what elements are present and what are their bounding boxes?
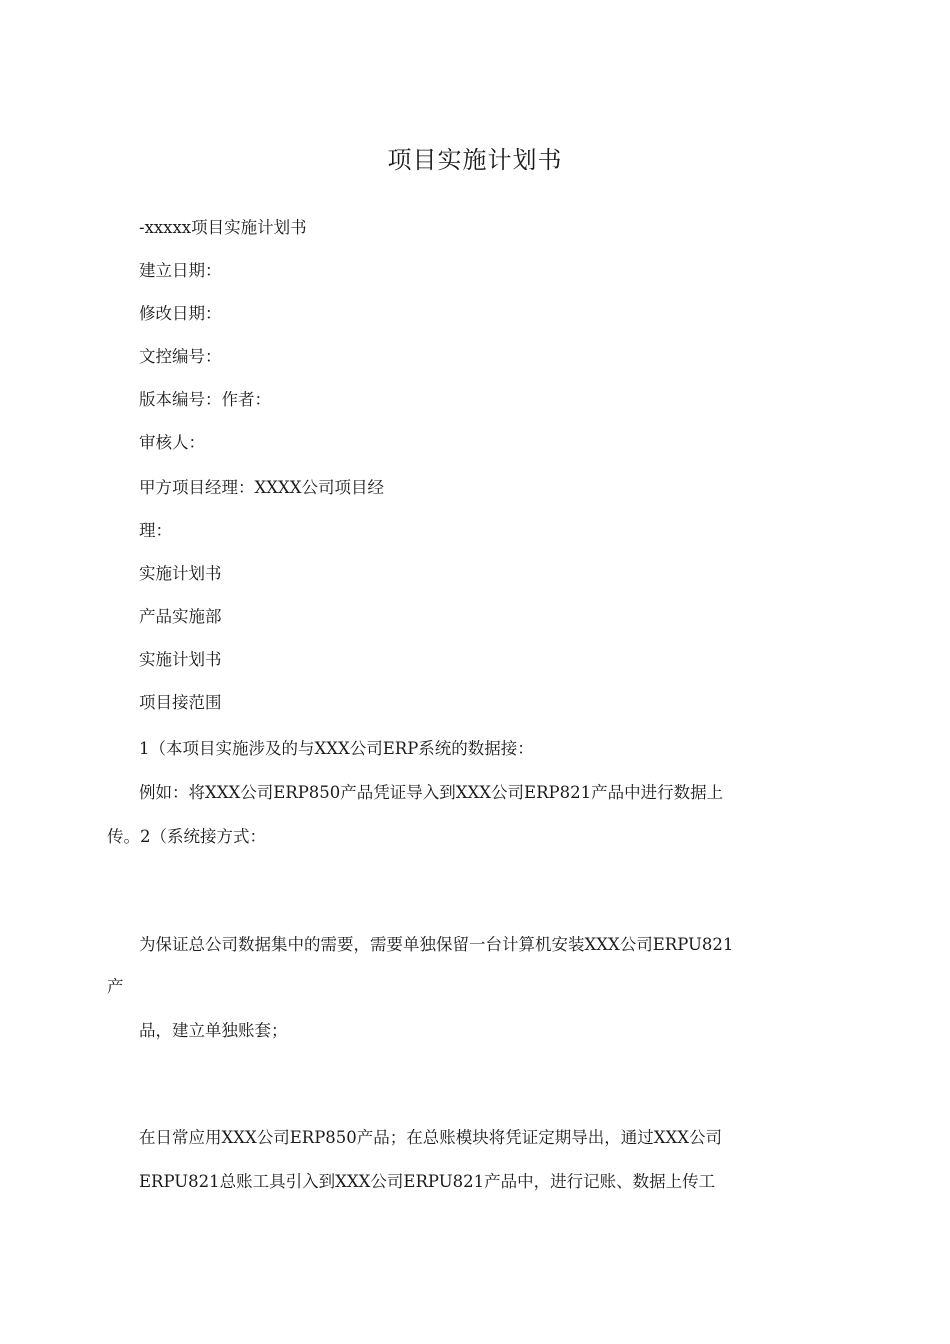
paragraph-line: 传。2（系统接方式：: [107, 827, 266, 846]
section-heading: 实施计划书: [139, 650, 222, 669]
reviewer-line: 审核人：: [139, 433, 205, 452]
paragraph-line: 例如：将XXX公司ERP850产品凭证导入到XXX公司ERP821产品中进行数据上: [139, 783, 724, 802]
version-author-line: 版本编号：作者：: [139, 390, 271, 409]
section-heading: 实施计划书: [139, 564, 222, 583]
paragraph-line: 在日常应用XXX公司ERP850产品；在总账模块将凭证定期导出，通过XXX公司: [139, 1128, 723, 1147]
paragraph-line: 产: [107, 977, 124, 996]
client-manager-line-cont: 理：: [139, 521, 172, 540]
document-title: 项目实施计划书: [387, 146, 563, 174]
scope-heading: 项目接范围: [139, 693, 222, 712]
department-line: 产品实施部: [139, 607, 222, 626]
paragraph-line: 1（本项目实施涉及的与XXX公司ERP系统的数据接：: [139, 739, 534, 758]
client-manager-line: 甲方项目经理：XXXX公司项目经: [139, 478, 384, 497]
paragraph-line: 品，建立单独账套；: [139, 1021, 288, 1040]
subtitle-line: -xxxxx项目实施计划书: [139, 218, 307, 237]
paragraph-line: ERPU821总账工具引入到XXX公司ERPU821产品中，进行记账、数据上传工: [139, 1172, 716, 1191]
modified-date-line: 修改日期：: [139, 304, 222, 323]
document-control-number-line: 文控编号：: [139, 347, 222, 366]
created-date-line: 建立日期：: [139, 261, 222, 280]
paragraph-line: 为保证总公司数据集中的需要，需要单独保留一台计算机安装XXX公司ERPU821: [139, 935, 734, 954]
